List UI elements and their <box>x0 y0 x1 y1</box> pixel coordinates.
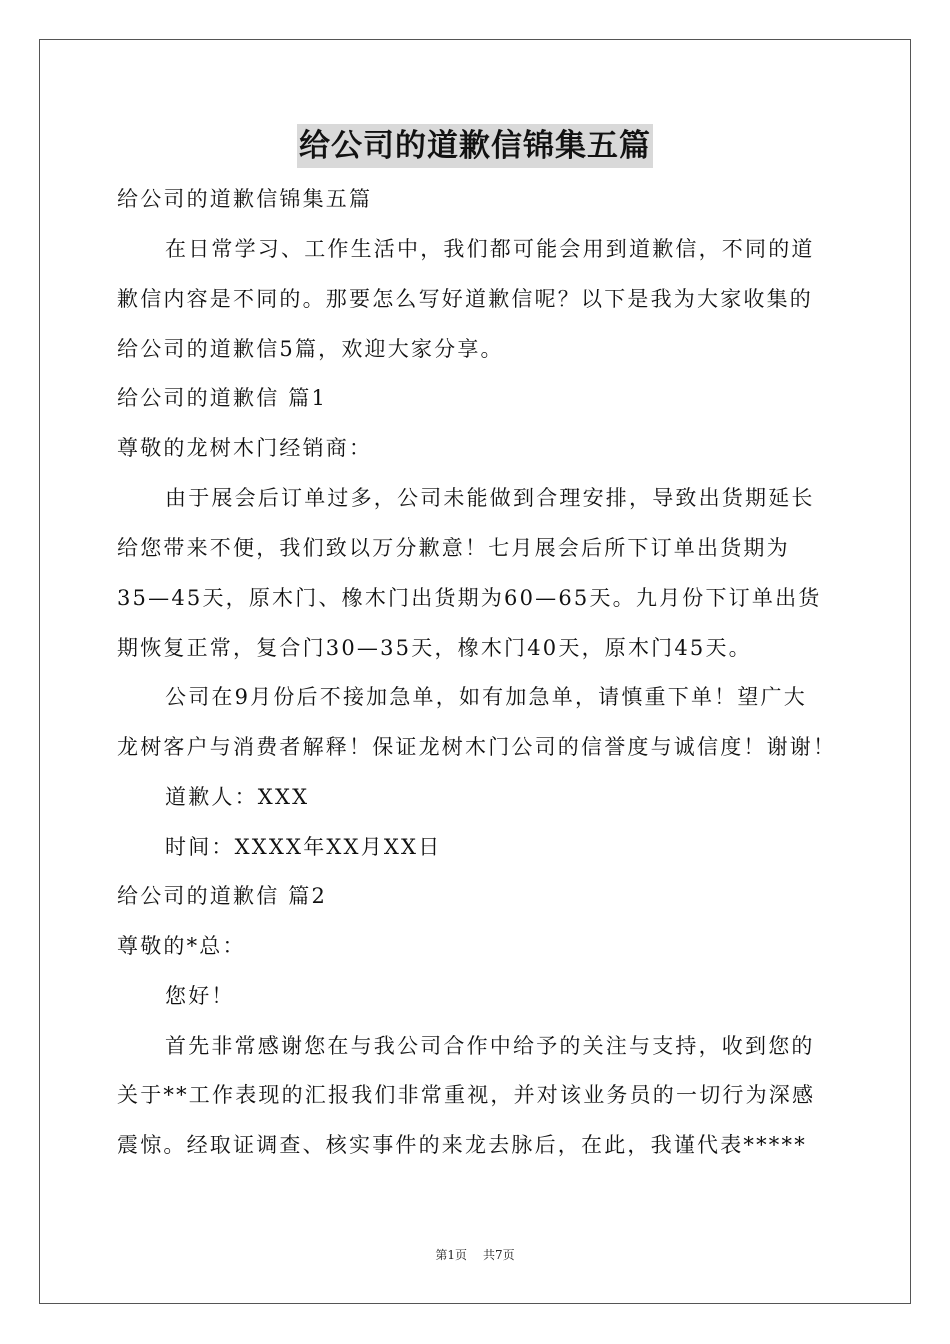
page-footer <box>0 1247 950 1263</box>
paragraph-line: 关于**工作表现的汇报我们非常重视，并对该业务员的一切行为深感 <box>117 1083 816 1107</box>
paragraph-line: 震惊。经取证调查、核实事件的来龙去脉后，在此，我谨代表***** <box>117 1133 807 1157</box>
date-line: 时间：XXXX年XX月XX日 <box>165 835 442 859</box>
page-border <box>39 39 911 1304</box>
subtitle-line: 给公司的道歉信锦集五篇 <box>117 187 373 211</box>
paragraph-line: 给您带来不便，我们致以万分歉意！七月展会后所下订单出货期为 <box>117 536 790 560</box>
paragraph-line: 龙树客户与消费者解释！保证龙树木门公司的信誉度与诚信度！谢谢！ <box>117 735 837 759</box>
page-total: 共7页 <box>483 1248 515 1262</box>
page-number: 第1页 <box>435 1248 467 1262</box>
paragraph-line: 期恢复正常，复合门30—35天，橡木门40天，原木门45天。 <box>117 636 752 660</box>
section-heading: 给公司的道歉信 篇1 <box>117 386 328 410</box>
paragraph-line: 首先非常感谢您在与我公司合作中给予的关注与支持，收到您的 <box>165 1034 815 1058</box>
document-title: 给公司的道歉信锦集五篇 <box>297 124 653 168</box>
paragraph-line: 在日常学习、工作生活中，我们都可能会用到道歉信，不同的道 <box>165 237 815 261</box>
salutation-line: 尊敬的龙树木门经销商： <box>117 436 373 460</box>
section-heading: 给公司的道歉信 篇2 <box>117 884 328 908</box>
paragraph-line: 35—45天，原木门、橡木门出货期为60—65天。九月份下订单出货 <box>117 586 822 610</box>
greeting-line: 您好！ <box>165 984 235 1008</box>
paragraph-line: 歉信内容是不同的。那要怎么写好道歉信呢？以下是我为大家收集的 <box>117 287 813 311</box>
paragraph-line: 由于展会后订单过多，公司未能做到合理安排，导致出货期延长 <box>165 486 815 510</box>
signature-line: 道歉人：XXX <box>165 785 310 809</box>
salutation-line: 尊敬的*总： <box>117 934 246 958</box>
paragraph-line: 给公司的道歉信5篇，欢迎大家分享。 <box>117 337 504 361</box>
paragraph-line: 公司在9月份后不接加急单，如有加急单，请慎重下单！望广大 <box>165 685 807 709</box>
title-container <box>0 124 950 168</box>
